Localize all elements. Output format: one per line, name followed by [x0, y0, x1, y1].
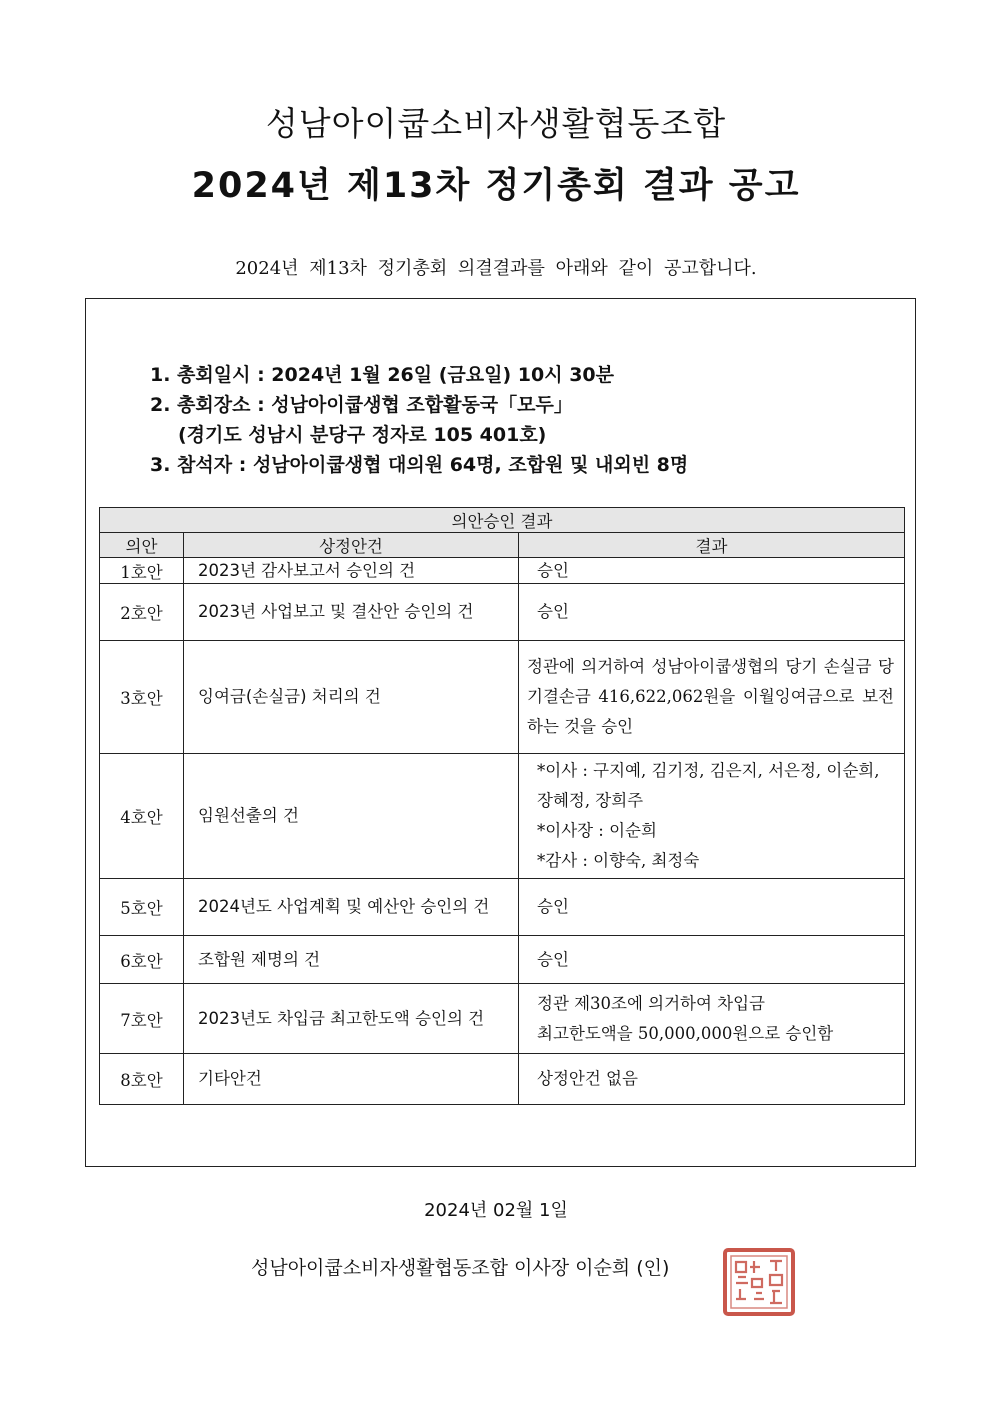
table-row [100, 1054, 905, 1105]
result-line: *감사 : 이향숙, 최정숙 [537, 851, 700, 870]
agenda-no: 2호안 [100, 584, 184, 641]
table-row [100, 984, 905, 1054]
agenda-result: 승인 [519, 936, 905, 984]
agenda-result: 승인 [519, 558, 905, 584]
agenda-result: 상정안건 없음 [519, 1054, 905, 1105]
meeting-address: (경기도 성남시 분당구 정자로 105 401호) [178, 424, 547, 446]
table-row [100, 936, 905, 984]
resolution-table [99, 507, 905, 1105]
agenda-result: 승인 [519, 879, 905, 936]
agenda-item: 2023년도 차입금 최고한도액 승인의 건 [184, 984, 519, 1054]
intro-text: 2024년 제13차 정기총회 의결결과를 아래와 같이 공고합니다. [235, 258, 757, 279]
agenda-result: 승인 [519, 584, 905, 641]
attendees: 3. 참석자 : 성남아이쿱생협 대의원 64명, 조합원 및 내외빈 8명 [150, 454, 689, 476]
notice-date: 2024년 02월 1일 [424, 1200, 568, 1221]
result-line: 정관 제30조에 의거하여 차입금 [537, 993, 765, 1013]
table-row [100, 754, 905, 879]
agenda-item: 잉여금(손실금) 처리의 건 [184, 641, 519, 754]
result-line: *이사 : 구지예, 김기정, 김은지, 서은정, 이순희, 장혜정, 장희주 [537, 761, 880, 810]
table-row [100, 558, 905, 584]
result-line: 최고한도액을 50,000,000원으로 승인함 [537, 1023, 834, 1043]
meeting-place: 2. 총회장소 : 성남아이쿱생협 조합활동국「모두」 [150, 394, 573, 416]
agenda-no: 6호안 [100, 936, 184, 984]
agenda-item: 조합원 제명의 건 [184, 936, 519, 984]
table-row [100, 641, 905, 754]
table-row [100, 879, 905, 936]
table-row [100, 584, 905, 641]
meeting-info [150, 360, 688, 480]
agenda-item: 2023년 감사보고서 승인의 건 [184, 558, 519, 584]
agenda-no: 8호안 [100, 1054, 184, 1105]
header-item: 상정안건 [184, 533, 519, 558]
agenda-item: 기타안건 [184, 1054, 519, 1105]
agenda-result [519, 984, 905, 1054]
seal-stamp-icon [722, 1247, 796, 1317]
agenda-result: 정관에 의거하여 성남아이쿱생협의 당기 손실금 당기결손금 416,622,062원을 이월잉여금으로 보전하는 것을 승인 [519, 641, 905, 754]
meeting-date: 1. 총회일시 : 2024년 1월 26일 (금요일) 10시 30분 [150, 364, 614, 386]
result-line: *이사장 : 이순희 [537, 821, 657, 840]
notice-title: 2024년 제13차 정기총회 결과 공고 [191, 166, 801, 206]
agenda-item: 임원선출의 건 [184, 754, 519, 879]
agenda-no: 4호안 [100, 754, 184, 879]
header-result: 결과 [519, 533, 905, 558]
org-title: 성남아이쿱소비자생활협동조합 [265, 104, 727, 143]
agenda-no: 5호안 [100, 879, 184, 936]
table-caption: 의안승인 결과 [100, 508, 905, 533]
agenda-no: 1호안 [100, 558, 184, 584]
agenda-no: 3호안 [100, 641, 184, 754]
agenda-no: 7호안 [100, 984, 184, 1054]
agenda-item: 2023년 사업보고 및 결산안 승인의 건 [184, 584, 519, 641]
agenda-result [519, 754, 905, 879]
agenda-item: 2024년도 사업계획 및 예산안 승인의 건 [184, 879, 519, 936]
signature-line: 성남아이쿱소비자생활협동조합 이사장 이순희 (인) [251, 1257, 670, 1279]
header-agenda: 의안 [100, 533, 184, 558]
